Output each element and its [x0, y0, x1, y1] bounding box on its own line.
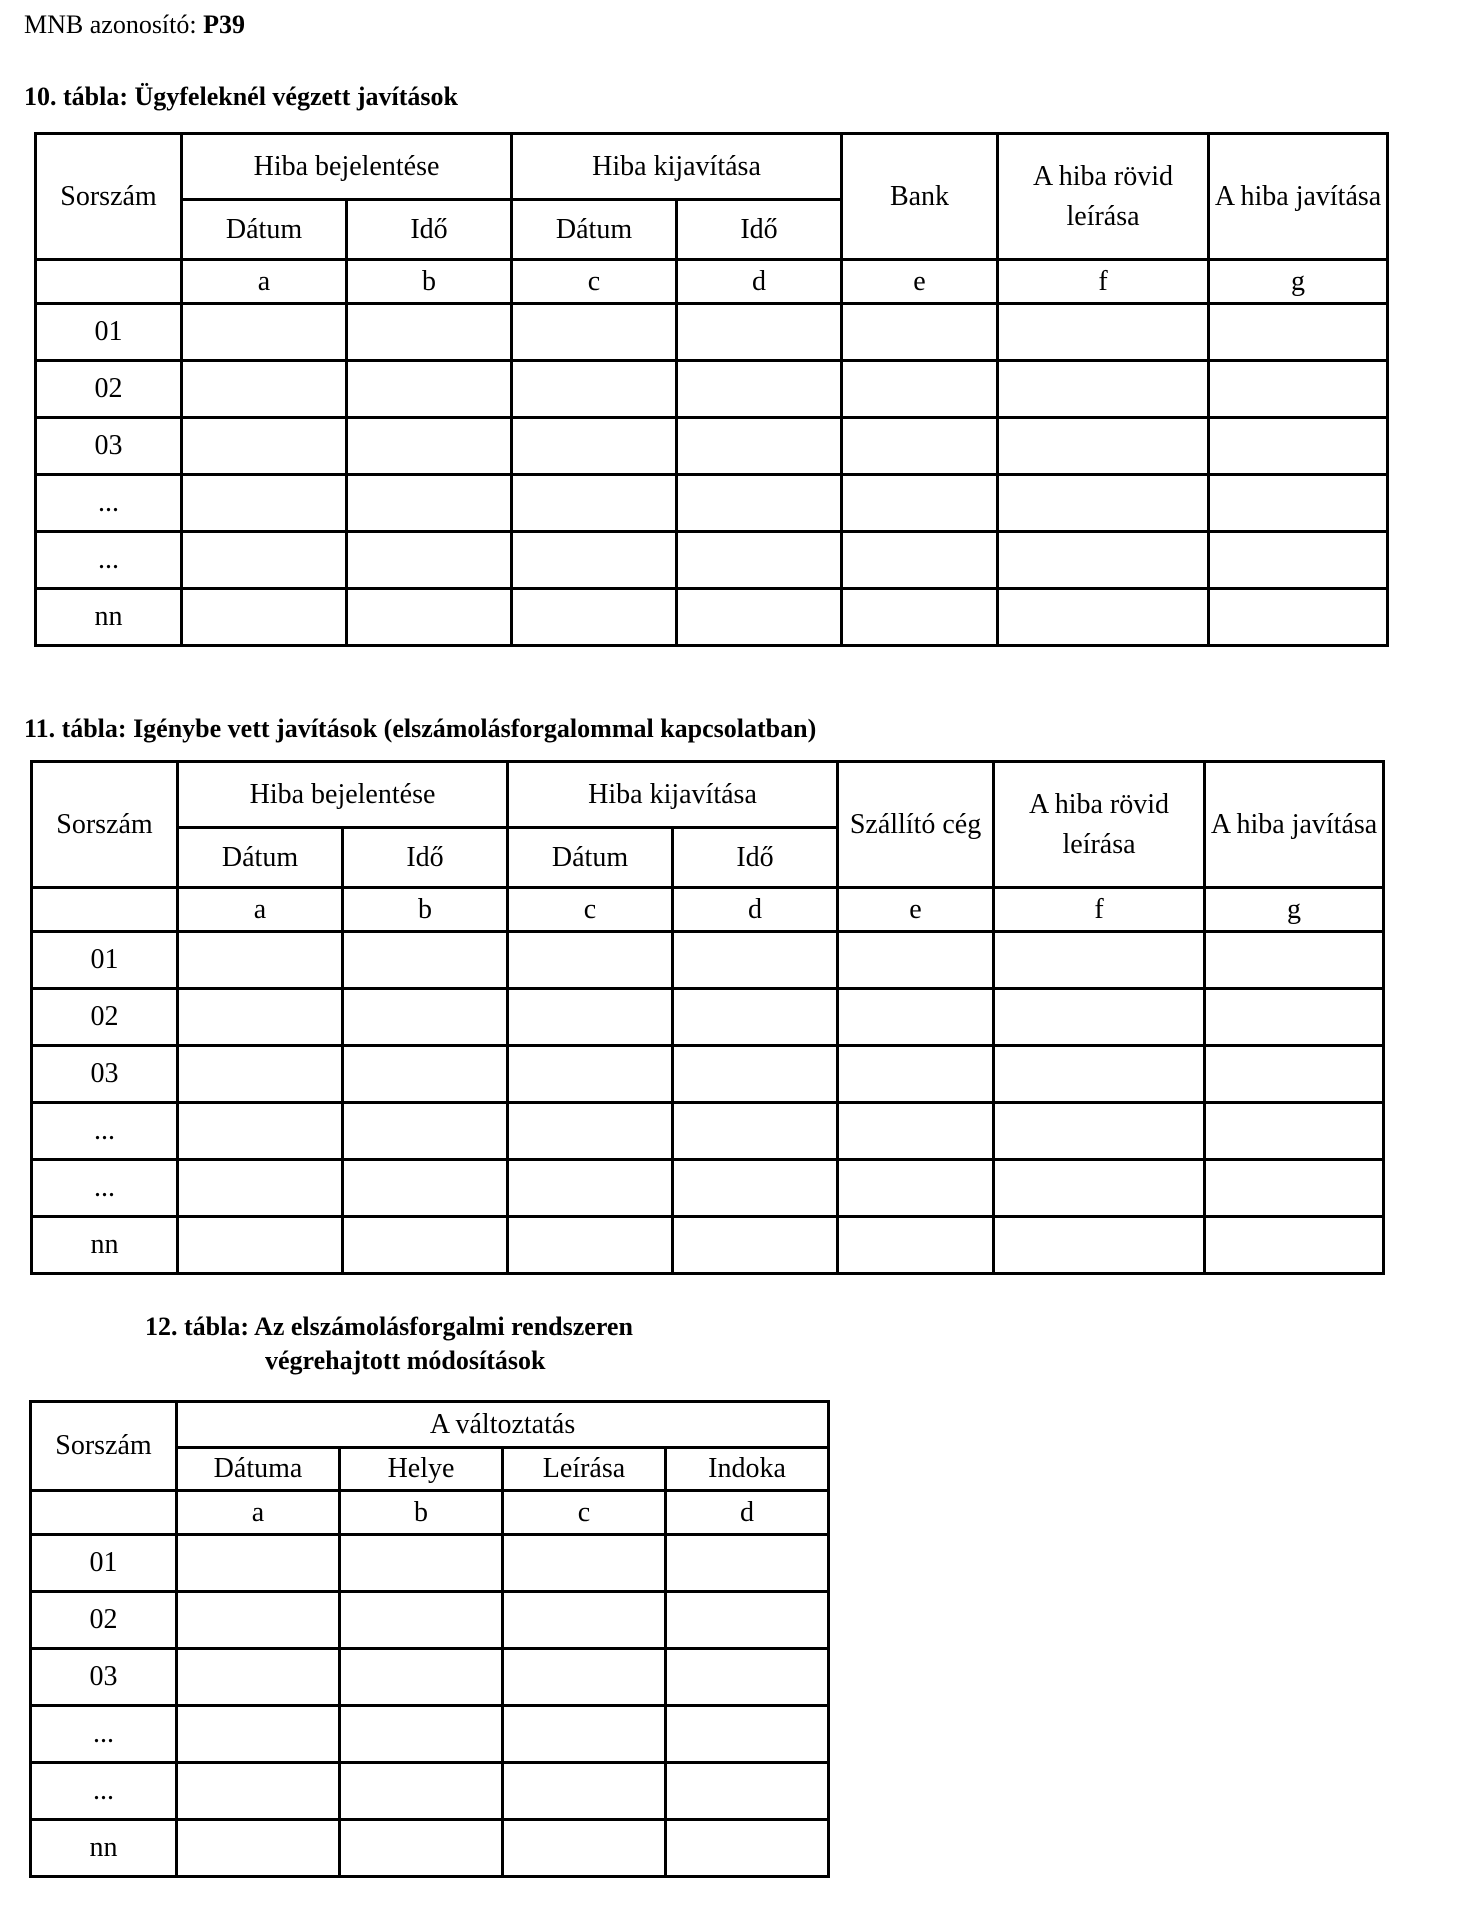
data-cell[interactable] — [347, 304, 512, 361]
data-cell[interactable] — [512, 589, 677, 646]
data-cell[interactable] — [177, 1763, 340, 1820]
data-cell[interactable] — [178, 1217, 343, 1274]
row-number: ... — [31, 1706, 177, 1763]
col-letter: b — [347, 260, 512, 304]
table-row — [31, 1592, 829, 1649]
data-cell[interactable] — [340, 1592, 503, 1649]
col-letter: b — [340, 1491, 503, 1535]
table-row — [36, 589, 1388, 646]
table10 — [34, 132, 1389, 647]
data-cell[interactable] — [842, 304, 998, 361]
data-cell[interactable] — [177, 1820, 340, 1877]
data-cell[interactable] — [177, 1649, 340, 1706]
row-number: ... — [36, 475, 182, 532]
data-cell[interactable] — [340, 1706, 503, 1763]
data-cell[interactable] — [994, 1160, 1205, 1217]
data-cell[interactable] — [177, 1592, 340, 1649]
data-cell[interactable] — [666, 1592, 829, 1649]
data-cell[interactable] — [1209, 304, 1388, 361]
data-cell[interactable] — [1209, 532, 1388, 589]
data-cell[interactable] — [178, 932, 343, 989]
data-cell[interactable] — [512, 304, 677, 361]
col-letter: a — [178, 888, 343, 932]
data-cell[interactable] — [343, 1160, 508, 1217]
data-cell[interactable] — [503, 1820, 666, 1877]
data-cell[interactable] — [347, 589, 512, 646]
col-header-sorszam: Sorszám — [36, 134, 182, 260]
data-cell[interactable] — [673, 932, 838, 989]
table-row — [32, 989, 1384, 1046]
sub-header-datum: Dátum — [178, 828, 343, 888]
table11 — [30, 760, 1385, 1275]
data-cell[interactable] — [508, 1046, 673, 1103]
table-row — [32, 1046, 1384, 1103]
col-letter: d — [677, 260, 842, 304]
data-cell[interactable] — [340, 1763, 503, 1820]
letter-blank — [32, 888, 178, 932]
col-letter: c — [512, 260, 677, 304]
col-letter: c — [503, 1491, 666, 1535]
data-cell[interactable] — [508, 989, 673, 1046]
row-number: 03 — [36, 418, 182, 475]
table-row — [31, 1820, 829, 1877]
table12-caption-line2: végrehajtott módosítások — [265, 1346, 546, 1375]
table-row — [32, 1217, 1384, 1274]
data-cell[interactable] — [512, 418, 677, 475]
group-header-valtoztatas: A változtatás — [177, 1402, 829, 1448]
row-number: 03 — [32, 1046, 178, 1103]
sub-header-datum: Dátum — [508, 828, 673, 888]
data-cell[interactable] — [347, 418, 512, 475]
col-letter: e — [838, 888, 994, 932]
data-cell[interactable] — [838, 1046, 994, 1103]
data-cell[interactable] — [677, 532, 842, 589]
col-letter: b — [343, 888, 508, 932]
col-header-sorszam: Sorszám — [32, 762, 178, 888]
data-cell[interactable] — [994, 1217, 1205, 1274]
data-cell[interactable] — [998, 475, 1209, 532]
col-letter: a — [177, 1491, 340, 1535]
data-cell[interactable] — [842, 589, 998, 646]
data-cell[interactable] — [178, 989, 343, 1046]
row-number: 02 — [31, 1592, 177, 1649]
col-letter: a — [182, 260, 347, 304]
data-cell[interactable] — [512, 361, 677, 418]
data-cell[interactable] — [998, 304, 1209, 361]
data-cell[interactable] — [1205, 989, 1384, 1046]
table-row — [32, 1103, 1384, 1160]
col-letter: g — [1205, 888, 1384, 932]
group-header-bejelentes: Hiba bejelentése — [178, 762, 508, 828]
sub-header-datum: Dátum — [182, 200, 347, 260]
data-cell[interactable] — [508, 1217, 673, 1274]
table12-caption-line1: 12. tábla: Az elszámolásforgalmi rendszeren — [145, 1312, 633, 1341]
group-header-bejelentes: Hiba bejelentése — [182, 134, 512, 200]
row-number: 02 — [36, 361, 182, 418]
col-header-javitas: A hiba javítása — [1209, 134, 1388, 260]
sub-header-helye: Helye — [340, 1448, 503, 1491]
table-row — [36, 361, 1388, 418]
row-number: ... — [32, 1160, 178, 1217]
row-number: nn — [31, 1820, 177, 1877]
table-row — [36, 475, 1388, 532]
data-cell[interactable] — [666, 1706, 829, 1763]
row-number: nn — [32, 1217, 178, 1274]
data-cell[interactable] — [343, 1103, 508, 1160]
data-cell[interactable] — [842, 532, 998, 589]
data-cell[interactable] — [347, 475, 512, 532]
data-cell[interactable] — [1209, 418, 1388, 475]
row-number: ... — [36, 532, 182, 589]
table-row — [36, 532, 1388, 589]
data-cell[interactable] — [1205, 1160, 1384, 1217]
data-cell[interactable] — [677, 304, 842, 361]
table10-caption: 10. tábla: Ügyfeleknél végzett javítások — [24, 82, 458, 111]
col-letter: f — [994, 888, 1205, 932]
data-cell[interactable] — [340, 1820, 503, 1877]
data-cell[interactable] — [677, 475, 842, 532]
row-number: 03 — [31, 1649, 177, 1706]
data-cell[interactable] — [666, 1535, 829, 1592]
data-cell[interactable] — [1205, 1046, 1384, 1103]
data-cell[interactable] — [994, 1046, 1205, 1103]
data-cell[interactable] — [666, 1649, 829, 1706]
data-cell[interactable] — [503, 1592, 666, 1649]
sub-header-ido: Idő — [677, 200, 842, 260]
sub-header-datum: Dátum — [512, 200, 677, 260]
data-cell[interactable] — [1205, 1103, 1384, 1160]
sub-header-leirasa: Leírása — [503, 1448, 666, 1491]
table-row — [32, 1160, 1384, 1217]
col-header-rovid-leiras: A hiba rövid leírása — [994, 762, 1205, 888]
data-cell[interactable] — [177, 1706, 340, 1763]
col-letter: g — [1209, 260, 1388, 304]
table11-caption: 11. tábla: Igénybe vett javítások (elszámolásforgalommal kapcsolatban) — [24, 714, 817, 743]
data-cell[interactable] — [340, 1649, 503, 1706]
col-letter: d — [666, 1491, 829, 1535]
col-header-bank: Bank — [842, 134, 998, 260]
data-cell[interactable] — [343, 1217, 508, 1274]
data-cell[interactable] — [998, 532, 1209, 589]
data-cell[interactable] — [666, 1820, 829, 1877]
table-row — [36, 418, 1388, 475]
sub-header-ido: Idő — [673, 828, 838, 888]
mnb-id-label: MNB azonosító: — [24, 10, 197, 39]
data-cell[interactable] — [177, 1535, 340, 1592]
data-cell[interactable] — [512, 532, 677, 589]
data-cell[interactable] — [1205, 1217, 1384, 1274]
data-cell[interactable] — [673, 1160, 838, 1217]
data-cell[interactable] — [178, 1046, 343, 1103]
col-header-szallito-ceg: Szállító cég — [838, 762, 994, 888]
data-cell[interactable] — [677, 589, 842, 646]
data-cell[interactable] — [178, 1160, 343, 1217]
table-row — [31, 1649, 829, 1706]
data-cell[interactable] — [503, 1763, 666, 1820]
data-cell[interactable] — [503, 1535, 666, 1592]
data-cell[interactable] — [182, 475, 347, 532]
group-header-kijavitas: Hiba kijavítása — [512, 134, 842, 200]
col-letter: f — [998, 260, 1209, 304]
col-header-rovid-leiras: A hiba rövid leírása — [998, 134, 1209, 260]
col-header-sorszam: Sorszám — [31, 1402, 177, 1491]
letter-blank — [31, 1491, 177, 1535]
data-cell[interactable] — [666, 1763, 829, 1820]
data-cell[interactable] — [503, 1649, 666, 1706]
data-cell[interactable] — [343, 1046, 508, 1103]
data-cell[interactable] — [994, 989, 1205, 1046]
data-cell[interactable] — [673, 1103, 838, 1160]
col-letter: c — [508, 888, 673, 932]
mnb-id-code: P39 — [203, 10, 245, 39]
data-cell[interactable] — [842, 475, 998, 532]
data-cell[interactable] — [838, 932, 994, 989]
data-cell[interactable] — [508, 1103, 673, 1160]
data-cell[interactable] — [838, 1103, 994, 1160]
data-cell[interactable] — [182, 589, 347, 646]
data-cell[interactable] — [1209, 361, 1388, 418]
data-cell[interactable] — [1205, 932, 1384, 989]
data-cell[interactable] — [340, 1535, 503, 1592]
data-cell[interactable] — [182, 418, 347, 475]
data-cell[interactable] — [842, 361, 998, 418]
data-cell[interactable] — [182, 304, 347, 361]
data-cell[interactable] — [838, 1217, 994, 1274]
row-number: 01 — [32, 932, 178, 989]
data-cell[interactable] — [994, 932, 1205, 989]
data-cell[interactable] — [677, 361, 842, 418]
document-header — [24, 10, 245, 40]
data-cell[interactable] — [182, 532, 347, 589]
data-cell[interactable] — [343, 932, 508, 989]
data-cell[interactable] — [842, 418, 998, 475]
data-cell[interactable] — [343, 989, 508, 1046]
data-cell[interactable] — [178, 1103, 343, 1160]
data-cell[interactable] — [1209, 589, 1388, 646]
col-letter: e — [842, 260, 998, 304]
data-cell[interactable] — [1209, 475, 1388, 532]
table-row — [31, 1763, 829, 1820]
data-cell[interactable] — [998, 418, 1209, 475]
data-cell[interactable] — [673, 1217, 838, 1274]
data-cell[interactable] — [838, 989, 994, 1046]
table12 — [29, 1400, 830, 1878]
data-cell[interactable] — [347, 361, 512, 418]
data-cell[interactable] — [673, 989, 838, 1046]
col-letter: d — [673, 888, 838, 932]
row-number: nn — [36, 589, 182, 646]
data-cell[interactable] — [503, 1706, 666, 1763]
table-row — [36, 304, 1388, 361]
data-cell[interactable] — [182, 361, 347, 418]
sub-header-datuma: Dátuma — [177, 1448, 340, 1491]
row-number: 01 — [31, 1535, 177, 1592]
data-cell[interactable] — [508, 1160, 673, 1217]
table-row — [31, 1706, 829, 1763]
data-cell[interactable] — [994, 1103, 1205, 1160]
row-number: 02 — [32, 989, 178, 1046]
data-cell[interactable] — [673, 1046, 838, 1103]
sub-header-ido: Idő — [347, 200, 512, 260]
data-cell[interactable] — [998, 361, 1209, 418]
data-cell[interactable] — [508, 932, 673, 989]
table-row — [31, 1535, 829, 1592]
data-cell[interactable] — [838, 1160, 994, 1217]
table-row — [32, 932, 1384, 989]
table12-caption — [145, 1310, 633, 1378]
letter-blank — [36, 260, 182, 304]
row-number: 01 — [36, 304, 182, 361]
sub-header-indoka: Indoka — [666, 1448, 829, 1491]
sub-header-ido: Idő — [343, 828, 508, 888]
data-cell[interactable] — [347, 532, 512, 589]
data-cell[interactable] — [998, 589, 1209, 646]
data-cell[interactable] — [512, 475, 677, 532]
row-number: ... — [32, 1103, 178, 1160]
data-cell[interactable] — [677, 418, 842, 475]
row-number: ... — [31, 1763, 177, 1820]
group-header-kijavitas: Hiba kijavítása — [508, 762, 838, 828]
col-header-javitas: A hiba javítása — [1205, 762, 1384, 888]
